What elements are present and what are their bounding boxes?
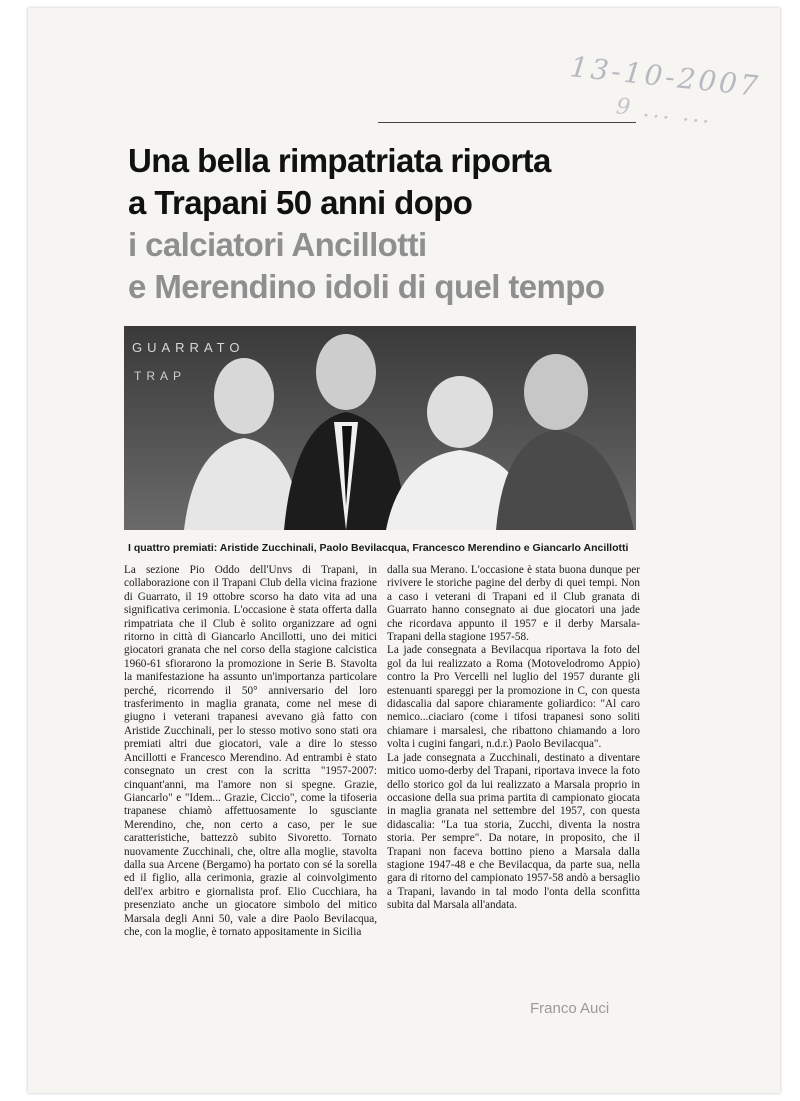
headline-kicker-line-2: e Merendino idoli di quel tempo (128, 268, 605, 305)
article-column-left (124, 564, 377, 939)
top-rule (378, 122, 636, 123)
photo-sign-text-1: GUARRATO (132, 340, 245, 355)
article-body (124, 564, 640, 939)
group-photo-image (124, 326, 636, 530)
photo-caption: I quattro premiati: Aristide Zucchinali, Paolo Bevilacqua, Francesco Merendino e Giancarlo Ancillotti (128, 542, 629, 554)
headline-kicker-line-1: i calciatori Ancillotti (128, 226, 427, 263)
photo-sign-text-2: TRAP (134, 369, 187, 383)
article-paragraph: La jade consegnata a Bevilacqua riportava la foto del gol da lui realizzato a Roma (Motovelodromo Appio) contro la Pro Vercelli nel luglio del 1957 durante gli estenuanti spareggi per la promozione in C, con questa didascalia dal sapore chiaramente goliardico: "Al caro nemico...ciaciaro (come i tifosi trapanesi sono soliti chiamare i marsalesi, che ribattono chiamando a loro volta i cugini fangari, n.d.r.) Paolo Bevilacqua". (387, 644, 640, 751)
handwritten-date: 13-10-2007 (568, 50, 763, 103)
headline-line-2: a Trapani 50 anni dopo (128, 184, 473, 221)
article-paragraph: dalla sua Merano. L'occasione è stata buona dunque per rivivere le storiche pagine del derby di quei tempi. Non a caso i veterani di Trapani ed il Club granata di Guarrato hanno consegnato ai due giocatori una jade che ricordava appunto il 1957 e il derby Marsala-Trapani della stagione 1957-58. (387, 564, 640, 644)
author-byline: Franco Auci (530, 1000, 610, 1017)
article-column-right (387, 564, 640, 939)
headline-line-1: Una bella rimpatriata riporta (128, 142, 551, 179)
article-paragraph: La sezione Pio Oddo dell'Unvs di Trapani, in collaborazione con il Trapani Club della vicina frazione di Guarrato, il 19 ottobre scorso ha dato vita ad una significativa cerimonia. L'occasione è stata offerta dalla rimpatriata che il Club è solito organizzare ad ogni ritorno in città di Giancarlo Ancillotti, uno dei mitici giocatori granata che nel corso della stagione calcistica 1960-61 sfiorarono la promozione in Serie B. Stavolta la manifestazione ha assunto un'importanza particolare perché, ricorrendo il 50° anniversario del loro trasferimento in maglia granata, come nel mese di giugno i veterani trapanesi avevano già fatto con Aristide Zucchinali, per lo stesso motivo sono stati ora premiati altri due giocatori, vale a dire lo stesso Ancillotti e Francesco Merendino. Ad entrambi è stato consegnato un crest con la scritta "1957-2007: cinquant'anni, ma l'amore non si spegne. Grazie, Giancarlo" e "Idem... Grazie, Ciccio", come la tifoseria trapanese chiamò affettuosamente lo sgusciante Merendino, che, non certo a caso, per le sue caratteristiche, battezzò subito Sivoretto. Tornato nuovamente Zucchinali, che, oltre alla moglie, stavolta dalla sua Arcene (Bergamo) ha portato con sé la sorella ed il figlio, alla cerimonia, grazie al coinvolgimento dell'ex arbitro e giornalista prof. Elio Cucchiara, ha presenziato anche un giocatore simbolo del mitico Marsala degli Anni 50, vale a dire Paolo Bevilacqua, che, con la moglie, è tornato appositamente in Sicilia (124, 564, 377, 938)
article-headline (128, 140, 648, 308)
handwritten-note-line: 9 ... ... (614, 94, 714, 130)
group-photo (124, 326, 636, 530)
article-paragraph: La jade consegnata a Zucchinali, destinato a diventare mitico uomo-derby del Trapani, riportava invece la foto dello storico gol da lui realizzato a Marsala proprio in occasione della sua prima partita di campionato giocata in maglia granata nel settembre del 1957, con questa didascalia: "La tua storia, Zucchi, diventa la nostra storia. Per sempre". Da notare, in proposito, che il Trapani non faceva bottino pieno a Marsala dalla stagione 1947-48 e che Bevilacqua, da parte sua, nella gara di ritorno del campionato 1957-58 andò a bersaglio a Trapani, lavando in tal modo l'onta della sconfitta subita dal Marsala all'andata. (387, 751, 640, 912)
